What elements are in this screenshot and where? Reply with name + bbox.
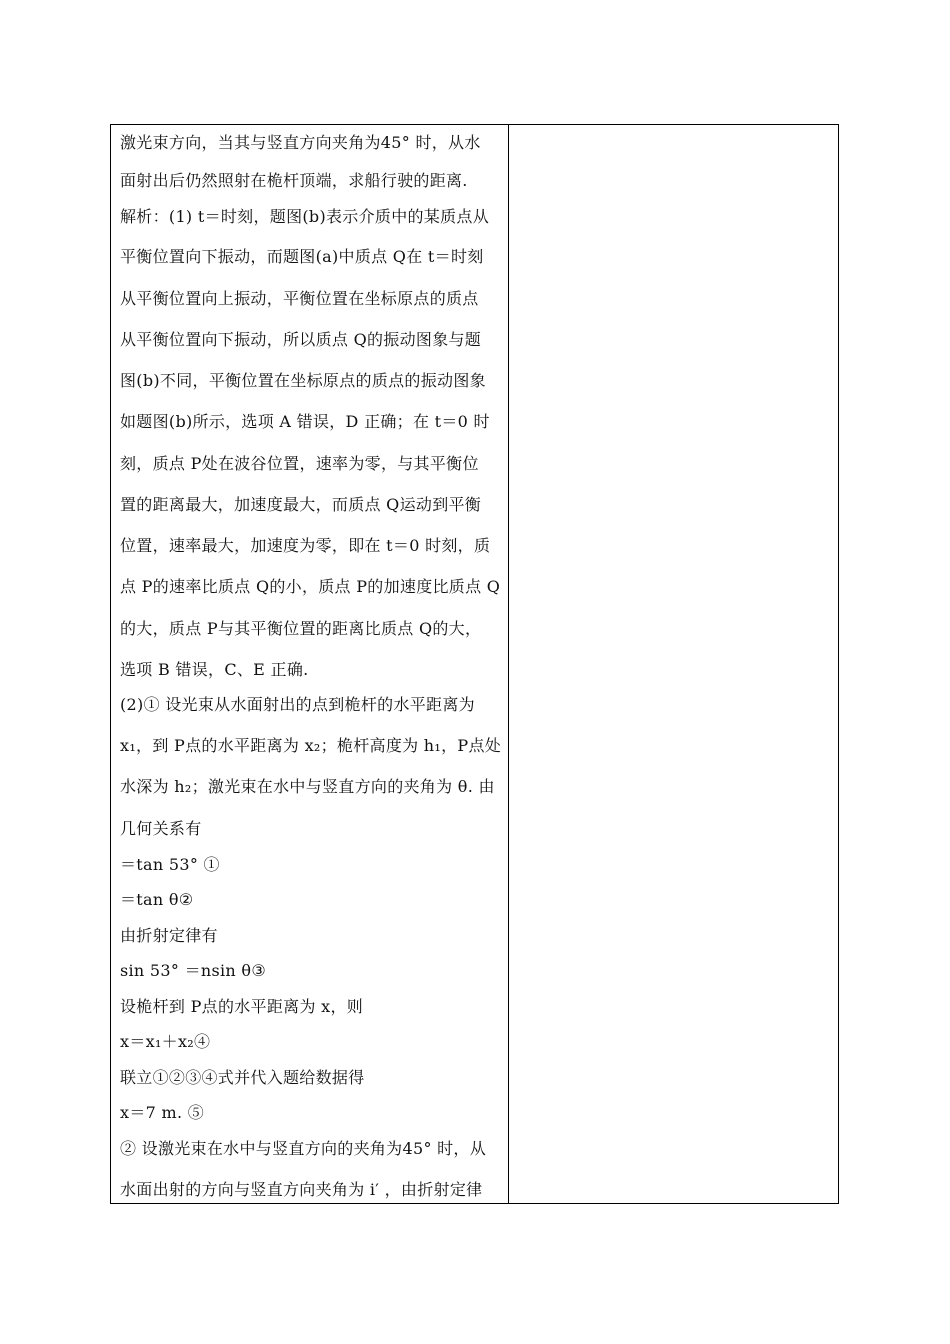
text-line: x＝x₁＋x₂④ [120, 1032, 211, 1051]
text-line: 由折射定律有 [120, 926, 218, 945]
text-line: ＝tan 53° ① [120, 855, 220, 874]
text-line: ＝tan θ② [120, 890, 194, 909]
text-line: 面射出后仍然照射在桅杆顶端，求船行驶的距离. [120, 171, 468, 190]
text-line: 置的距离最大，加速度最大，而质点 Q运动到平衡 [120, 495, 482, 514]
text-line: 解析：(1) t＝时刻，题图(b)表示介质中的某质点从 [120, 207, 490, 226]
text-line: 如题图(b)所示，选项 A 错误，D 正确；在 t＝0 时 [120, 412, 490, 431]
text-line: 刻，质点 P处在波谷位置，速率为零，与其平衡位 [120, 454, 479, 473]
text-line: 的大，质点 P与其平衡位置的距离比质点 Q的大， [120, 619, 482, 638]
text-line: 联立①②③④式并代入题给数据得 [120, 1068, 365, 1087]
text-line: x＝7 m. ⑤ [120, 1103, 205, 1122]
text-line: 激光束方向，当其与竖直方向夹角为45° 时，从水 [120, 133, 481, 152]
empty-right-cell [509, 125, 838, 1203]
text-line: 位置，速率最大，加速度为零，即在 t＝0 时刻，质 [120, 536, 491, 555]
text-line: 图(b)不同，平衡位置在坐标原点的质点的振动图象 [120, 371, 486, 390]
text-line: 设桅杆到 P点的水平距离为 x，则 [120, 997, 364, 1016]
text-line: x₁，到 P点的水平距离为 x₂；桅杆高度为 h₁，P点处 [120, 736, 502, 755]
text-line: (2)① 设光束从水面射出的点到桅杆的水平距离为 [120, 695, 475, 714]
text-line: sin 53° ＝nsin θ③ [120, 961, 266, 980]
text-line: ② 设激光束在水中与竖直方向的夹角为45° 时，从 [120, 1139, 487, 1158]
text-line: 点 P的速率比质点 Q的小，质点 P的加速度比质点 Q [120, 577, 501, 596]
text-line: 选项 B 错误，C、E 正确. [120, 660, 309, 679]
text-line: 平衡位置向下振动，而题图(a)中质点 Q在 t＝时刻 [120, 247, 484, 266]
text-line: 从平衡位置向下振动，所以质点 Q的振动图象与题 [120, 330, 482, 349]
text-line: 水面出射的方向与竖直方向夹角为 i′ ，由折射定律 [120, 1180, 483, 1199]
solution-table [110, 124, 839, 1204]
text-line: 几何关系有 [120, 819, 202, 838]
text-line: 水深为 h₂；激光束在水中与竖直方向的夹角为 θ. 由 [120, 777, 495, 796]
text-line: 从平衡位置向上振动，平衡位置在坐标原点的质点 [120, 289, 479, 308]
